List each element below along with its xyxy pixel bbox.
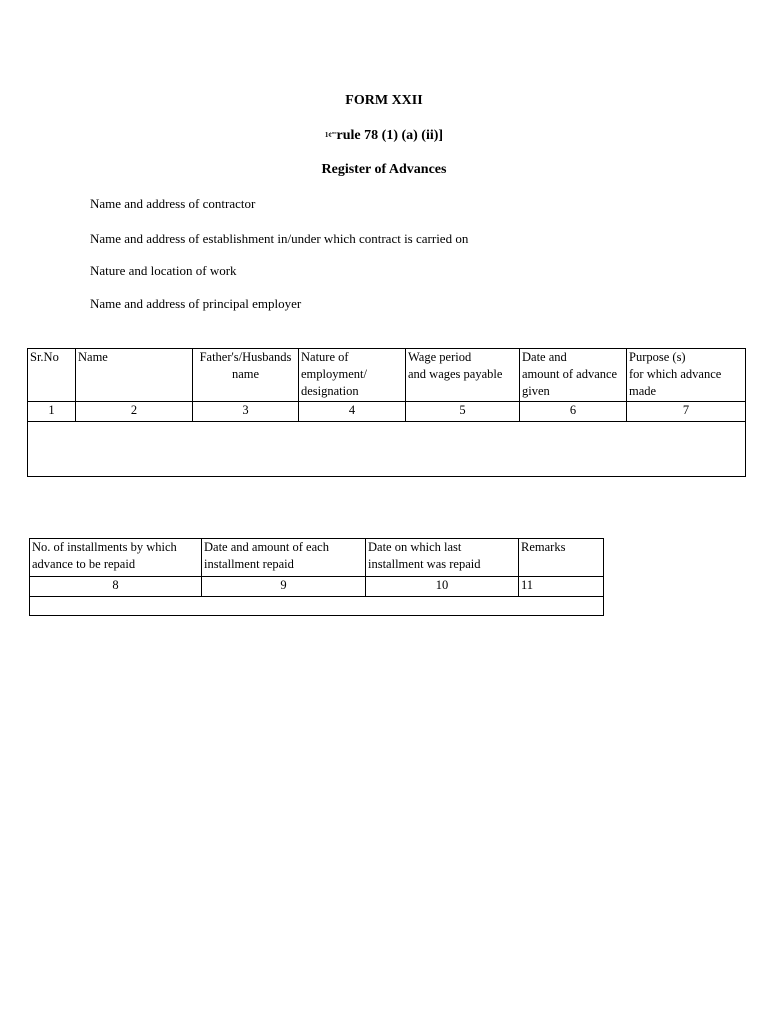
- table-entry-row: [30, 597, 604, 616]
- table-entry-row: [28, 422, 746, 477]
- header-line: amount of advance: [522, 367, 618, 381]
- header-name: [76, 349, 193, 402]
- rule-reference: [0, 128, 768, 144]
- header-line: Nature of: [301, 350, 349, 364]
- header-line: Date on which last: [368, 540, 462, 554]
- empty-entry-area[interactable]: [28, 422, 746, 477]
- header-remarks: [519, 539, 604, 577]
- header-line: installment repaid: [204, 557, 294, 571]
- field-establishment: Name and address of establishment in/under which contract is carried on: [90, 231, 469, 246]
- installments-table: [29, 538, 604, 616]
- register-title: Register of Advances: [321, 162, 447, 177]
- column-number: 10: [366, 577, 519, 597]
- field-principal-employer: Name and address of principal employer: [90, 296, 302, 311]
- column-number: 11: [519, 577, 604, 597]
- advances-table: [27, 348, 746, 477]
- column-number: 5: [406, 402, 520, 422]
- header-date-amount-advance: [520, 349, 627, 402]
- rule-text: rule 78 (1) (a) (ii)]: [336, 128, 444, 143]
- empty-entry-area[interactable]: [30, 597, 604, 616]
- table-header-row: [30, 539, 604, 577]
- header-line: Sr.No: [30, 350, 59, 364]
- header-line: made: [629, 384, 657, 398]
- header-line: installment was repaid: [368, 557, 481, 571]
- header-purpose: [627, 349, 746, 402]
- header-installments-count: [30, 539, 202, 577]
- column-number: 6: [520, 402, 627, 422]
- header-sr-no: [28, 349, 76, 402]
- header-line: Date and: [522, 350, 567, 364]
- column-number: 8: [30, 577, 202, 597]
- column-number: 3: [193, 402, 299, 422]
- header-line: Date and amount of each: [204, 540, 329, 554]
- table-header-row: [28, 349, 746, 402]
- header-last-installment-date: [366, 539, 519, 577]
- table-number-row: [28, 402, 746, 422]
- column-number: 4: [299, 402, 406, 422]
- header-line: name: [231, 367, 260, 381]
- header-line: Name: [78, 350, 108, 364]
- column-number: 1: [28, 402, 76, 422]
- header-nature-of-employment: [299, 349, 406, 402]
- column-number: 9: [202, 577, 366, 597]
- header-line: Purpose (s): [629, 350, 686, 364]
- header-line: Father's/Husbands: [199, 350, 292, 364]
- field-work-location: Nature and location of work: [90, 263, 237, 278]
- header-line: employment/: [301, 367, 367, 381]
- rule-superscript: 1¢ºº: [324, 131, 337, 139]
- header-line: advance to be repaid: [32, 557, 136, 571]
- form-title: FORM XXII: [345, 93, 423, 108]
- header-line: Remarks: [521, 540, 566, 554]
- header-line: designation: [301, 384, 359, 398]
- header-line: for which advance: [629, 367, 722, 381]
- header-installment-amount: [202, 539, 366, 577]
- column-number: 7: [627, 402, 746, 422]
- header-wage-period: [406, 349, 520, 402]
- header-father-husband-name: [193, 349, 299, 402]
- header-line: and wages payable: [408, 367, 503, 381]
- header-line: Wage period: [408, 350, 472, 364]
- column-number: 2: [76, 402, 193, 422]
- header-line: given: [522, 384, 550, 398]
- table-number-row: [30, 577, 604, 597]
- header-line: No. of installments by which: [32, 540, 177, 554]
- field-contractor: Name and address of contractor: [90, 196, 256, 211]
